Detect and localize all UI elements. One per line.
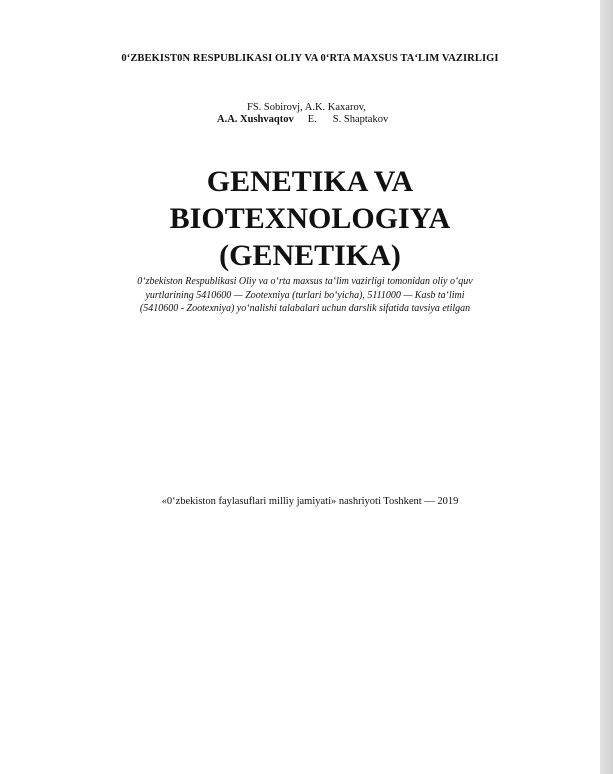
title-line-3: (GENETIKA): [219, 239, 401, 272]
publisher-line: «0‘zbekiston faylasuflari milliy jamiyati» nashriyoti Toshkent — 2019: [161, 496, 459, 507]
author-name-bold: A.A. Xushvaqtov: [217, 114, 294, 125]
author-initial: E.: [307, 114, 317, 125]
title-line-2: BIOTEXNOLOGIYA: [169, 202, 451, 235]
book-title: [60, 163, 560, 274]
authors-line-2: [217, 113, 388, 126]
approval-note: 0‘zbekiston Respublikasi Oliy va o‘rta maxsus ta‘lim vazirligi tomonidan oliy o‘quv yurtlarining 5410600 — Zootexniya (turlari bo‘yicha), 5111000 — Kasb ta‘limi (5410600 - Zootexniya) yo‘nalishi talabalari uchun darslik sifatida tavsiya etilgan: [137, 276, 473, 314]
author-name: S. Shaptakov: [332, 114, 389, 125]
page-edge-shadow: [600, 0, 613, 774]
title-line-1: GENETIKA VA: [206, 165, 414, 198]
authors-line-1: FS. Sobirovj, A.K. Kaxarov,: [247, 102, 366, 113]
ministry-heading: 0‘ZBEKIST0N RESPUBLIKASI OLIY VA 0‘RTA MAXSUS TA‘LIM VAZIRLIGI: [121, 53, 499, 64]
